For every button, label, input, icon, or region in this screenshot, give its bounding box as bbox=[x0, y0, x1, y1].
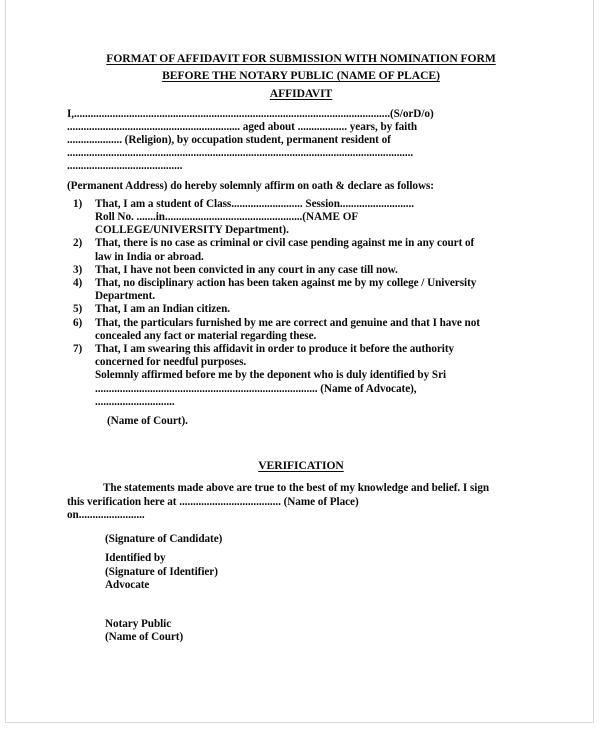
list-item-number: 7) bbox=[73, 343, 83, 356]
list-item-line: That, I have not been convicted in any court in any case till now. bbox=[95, 263, 398, 276]
verification-line-1: The statements made above are true to the best of my knowledge and belief. I sign bbox=[103, 482, 490, 495]
list-item-number: 4) bbox=[73, 277, 83, 290]
list-item-line: Department. bbox=[95, 290, 156, 303]
preamble-line-4: .............................................................................................................................. bbox=[67, 147, 414, 160]
signature-block bbox=[105, 533, 535, 644]
court-name-line: (Name of Court). bbox=[107, 415, 188, 428]
list-item bbox=[67, 303, 535, 316]
list-item bbox=[67, 343, 535, 409]
list-item bbox=[67, 237, 535, 263]
preamble-line-2: ............................................................... aged about .................. years, by faith bbox=[67, 120, 418, 133]
notary-public-label: Notary Public bbox=[105, 617, 172, 630]
spacer bbox=[105, 592, 535, 612]
list-item-line: Solemnly affirmed before me by the deponent who is duly identified by Sri bbox=[95, 369, 447, 382]
list-item bbox=[67, 277, 535, 303]
list-item-line: That, I am swearing this affidavit in order to produce it before the authority bbox=[95, 343, 455, 356]
list-item-text bbox=[95, 264, 535, 277]
list-item-number: 5) bbox=[73, 303, 83, 316]
list-item-text bbox=[95, 198, 535, 238]
permanent-address-line: (Permanent Address) do hereby solemnly affirm on oath & declare as follows: bbox=[67, 179, 434, 192]
spacer bbox=[67, 428, 535, 459]
signature-candidate: (Signature of Candidate) bbox=[105, 533, 223, 546]
document-title-line-1: FORMAT OF AFFIDAVIT FOR SUBMISSION WITH NOMINATION FORM bbox=[106, 52, 496, 65]
list-item bbox=[67, 264, 535, 277]
list-item-line: concealed any fact or material regarding these. bbox=[95, 329, 317, 342]
list-item-line: COLLEGE/UNIVERSITY Department). bbox=[95, 224, 289, 237]
list-item-text bbox=[95, 317, 535, 343]
list-item-line: ................................................................................. (Name of Advocate), bbox=[95, 382, 417, 395]
list-item bbox=[67, 317, 535, 343]
list-item-text bbox=[95, 303, 535, 316]
preamble-line-3: .................... (Religion), by occupation student, permanent resident of bbox=[67, 134, 391, 147]
list-item-number: 6) bbox=[73, 316, 83, 329]
document-page bbox=[5, 0, 594, 723]
list-item-line: That, the particulars furnished by me are correct and genuine and that I have not bbox=[95, 316, 480, 329]
verification-line-2: this verification here at ..................................... (Name of Place) bbox=[67, 495, 359, 508]
list-item-line: Roll No. .......in..................................................(NAME OF bbox=[95, 211, 359, 224]
identified-by-label: Identified by bbox=[105, 552, 166, 565]
list-item-line: That, no disciplinary action has been taken against me by my college / University bbox=[95, 277, 477, 290]
affidavit-heading: AFFIDAVIT bbox=[269, 87, 333, 101]
verification-line-3: on........................ bbox=[67, 508, 145, 521]
list-item-number: 1) bbox=[73, 197, 83, 210]
list-item-line: ............................. bbox=[95, 395, 175, 408]
list-item-line: That, there is no case as criminal or civil case pending against me in any court of bbox=[95, 237, 475, 250]
document-content bbox=[67, 52, 535, 644]
signature-identifier: (Signature of Identifier) bbox=[105, 565, 218, 578]
list-item-text bbox=[95, 343, 535, 409]
spacer bbox=[67, 522, 535, 533]
preamble-line-1: I,...................................................................................................................(S/orD/o) bbox=[67, 107, 434, 120]
advocate-label: Advocate bbox=[105, 578, 150, 591]
document-title-line-2: BEFORE THE NOTARY PUBLIC (NAME OF PLACE) bbox=[162, 69, 440, 83]
list-item-line: concerned for needful purposes. bbox=[95, 356, 247, 369]
list-item bbox=[67, 198, 535, 238]
list-item-line: That, I am a student of Class.......................... Session........................... bbox=[95, 197, 415, 210]
list-item-line: That, I am an Indian citizen. bbox=[95, 303, 230, 316]
verification-body bbox=[67, 482, 535, 522]
preamble-line-5: .......................................... bbox=[67, 160, 183, 173]
list-item-line: law in India or abroad. bbox=[95, 250, 204, 263]
list-item-text bbox=[95, 277, 535, 303]
notary-court-label: (Name of Court) bbox=[105, 631, 184, 644]
verification-heading: VERIFICATION bbox=[258, 459, 344, 473]
list-item-number: 2) bbox=[73, 237, 83, 250]
preamble-block bbox=[67, 108, 535, 193]
list-item-number: 3) bbox=[73, 263, 83, 276]
list-item-text bbox=[95, 237, 535, 263]
declaration-list bbox=[67, 198, 535, 409]
